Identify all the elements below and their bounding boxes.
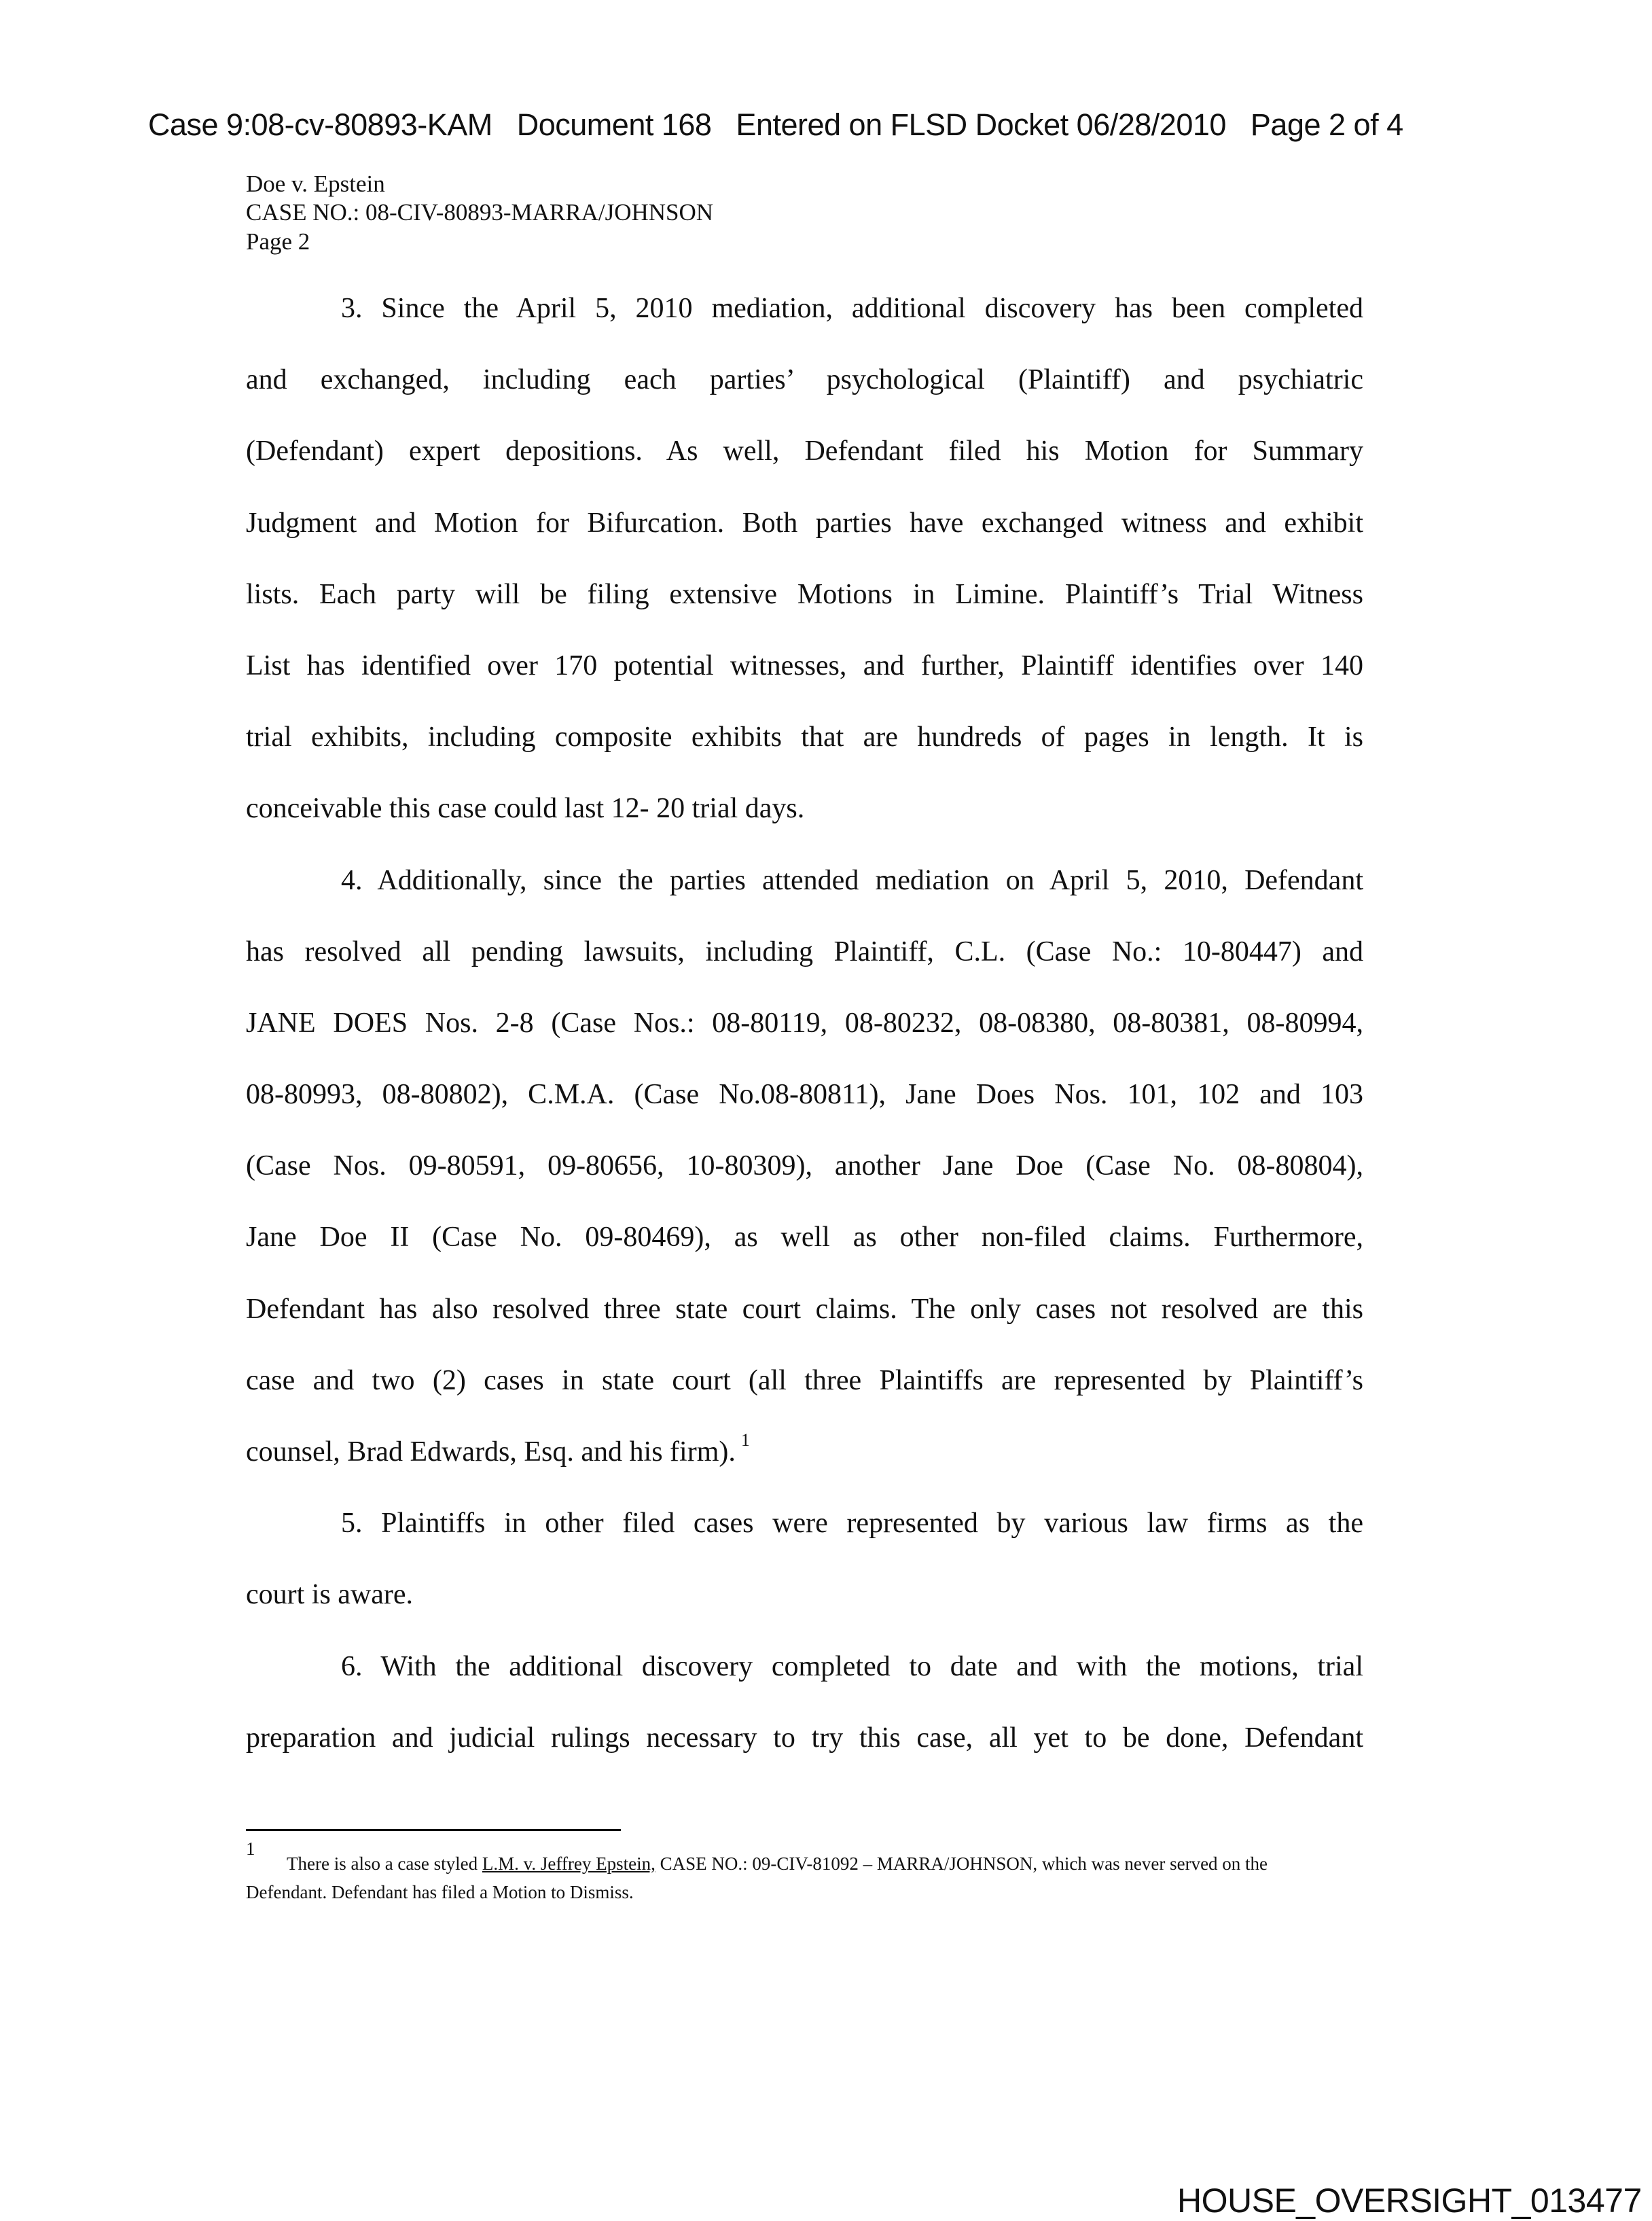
line-text: has resolved all pending lawsuits, including Plaintiff, C.L. (Case No.: 10-80447) and — [246, 936, 1363, 967]
text-line — [246, 917, 1363, 988]
text-line — [246, 488, 1363, 559]
line-text: Judgment and Motion for Bifurcation. Both parties have exchanged witness and exhibit — [246, 507, 1363, 539]
line-text: Defendant has also resolved three state court claims. The only cases not resolved are this — [246, 1293, 1363, 1325]
case-number: CASE NO.: 08-CIV-80893-MARRA/JOHNSON — [246, 199, 714, 226]
footnote-divider — [246, 1829, 621, 1831]
text-line — [246, 988, 1363, 1059]
court-filing-stamp: Case 9:08-cv-80893-KAM Document 168 Entered on FLSD Docket 06/28/2010 Page 2 of 4 — [148, 107, 1403, 142]
line-text: case and two (2) cases in state court (all three Plaintiffs are represented by Plaintiff’s — [246, 1364, 1363, 1396]
line-text: JANE DOES Nos. 2-8 (Case Nos.: 08-80119, 08-80232, 08-08380, 08-80381, 08-80994, — [246, 1007, 1363, 1039]
document-body — [246, 273, 1363, 1774]
line-text: 4. Additionally, since the parties attended mediation on April 5, 2010, Defendant — [341, 864, 1363, 896]
text-line — [246, 1131, 1363, 1202]
text-line — [246, 702, 1363, 773]
line-text: 5. Plaintiffs in other filed cases were represented by various law firms as the — [341, 1508, 1363, 1540]
text-line — [246, 1417, 1363, 1488]
footnote-case-name: L.M. v. Jeffrey Epstein, — [482, 1853, 656, 1874]
line-text: preparation and judicial rulings necessary to try this case, all yet to be done, Defendant — [246, 1722, 1363, 1754]
footnote-post: CASE NO.: 09-CIV-81092 – MARRA/JOHNSON, which was never served on the Defendant. Defendant has filed a Motion to Dismiss. — [246, 1853, 1268, 1902]
footnote-reference: 1 — [740, 1430, 750, 1450]
text-line — [246, 1703, 1363, 1774]
line-text: trial exhibits, including composite exhibits that are hundreds of pages in length. It is — [246, 722, 1363, 753]
line-text: List has identified over 170 potential witnesses, and further, Plaintiff identifies over 140 — [246, 650, 1363, 681]
line-text: 08-80993, 08-80802), C.M.A. (Case No.08-80811), Jane Does Nos. 101, 102 and 103 — [246, 1079, 1363, 1111]
footnote-pre: There is also a case styled — [287, 1853, 482, 1874]
line-text: 3. Since the April 5, 2010 mediation, additional discovery has been completed — [341, 293, 1363, 324]
text-line — [246, 344, 1363, 416]
footnote-text — [246, 1849, 1346, 1906]
text-line — [246, 1631, 1363, 1703]
line-text: and exchanged, including each parties’ psychological (Plaintiff) and psychiatric — [246, 364, 1363, 396]
line-text: court is aware. — [246, 1579, 414, 1611]
text-line — [246, 416, 1363, 487]
text-line — [246, 1059, 1363, 1131]
footnote-number: 1 — [246, 1838, 255, 1859]
text-line — [246, 773, 1363, 845]
text-line — [246, 1559, 1363, 1631]
line-text: 6. With the additional discovery completed to date and with the motions, trial — [341, 1650, 1363, 1682]
line-text: (Case Nos. 09-80591, 09-80656, 10-80309), another Jane Doe (Case No. 08-80804), — [246, 1150, 1363, 1182]
line-text: (Defendant) expert depositions. As well, Defendant filed his Motion for Summary — [246, 436, 1363, 467]
text-line — [246, 1488, 1363, 1559]
text-line — [246, 559, 1363, 630]
line-text: Jane Doe II (Case No. 09-80469), as well as other non-filed claims. Furthermore, — [246, 1222, 1363, 1254]
text-line — [246, 630, 1363, 702]
text-line — [246, 1274, 1363, 1345]
bates-number: HOUSE_OVERSIGHT_013477 — [1177, 2182, 1642, 2220]
case-style: Doe v. Epstein — [246, 171, 385, 197]
text-line — [246, 273, 1363, 344]
text-line — [246, 1202, 1363, 1273]
line-text: counsel, Brad Edwards, Esq. and his firm). — [246, 1436, 736, 1468]
line-text: lists. Each party will be filing extensive Motions in Limine. Plaintiff’s Trial Witness — [246, 578, 1363, 610]
text-line — [246, 845, 1363, 917]
text-line — [246, 1345, 1363, 1417]
page-label: Page 2 — [246, 228, 310, 255]
line-text: conceivable this case could last 12- 20 trial days. — [246, 793, 805, 825]
